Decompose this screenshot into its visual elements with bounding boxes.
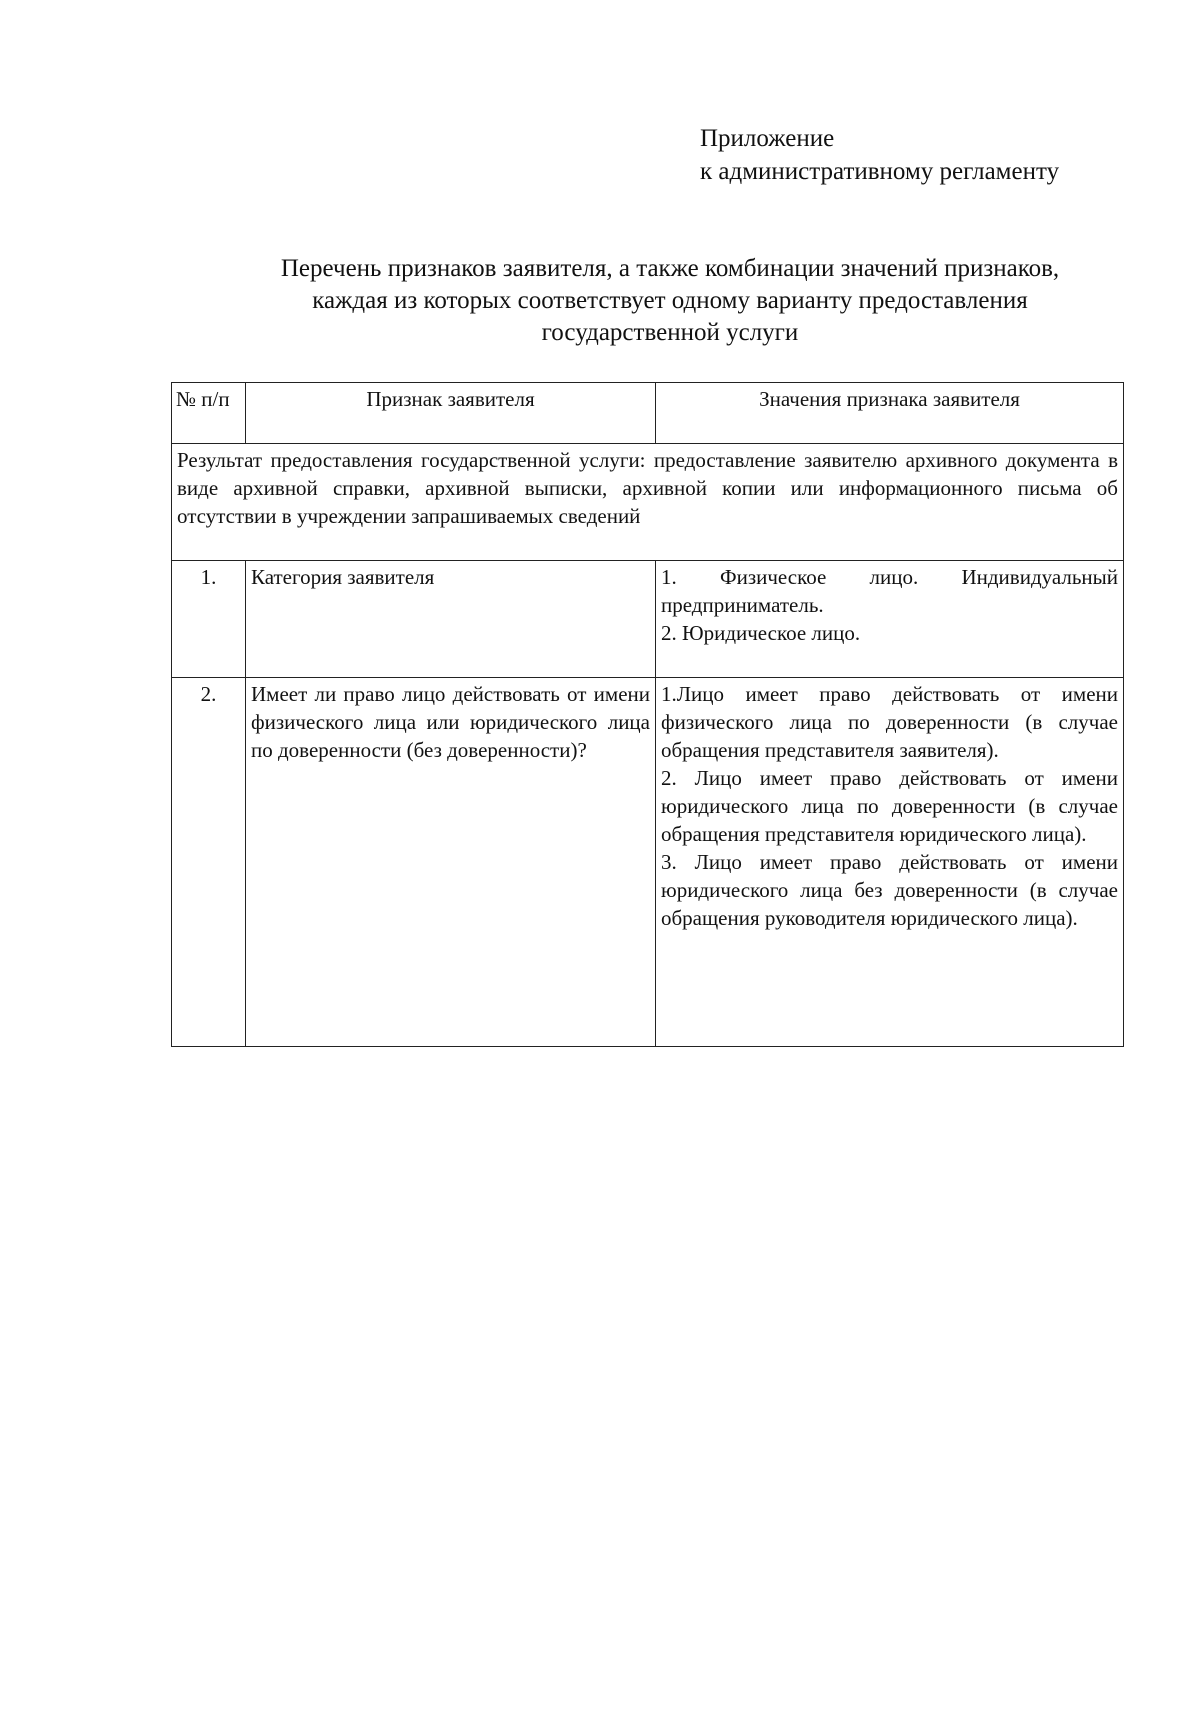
value-item: 1. Физическое лицо. Индивидуальный предприниматель. xyxy=(661,565,1118,617)
row-number: 2. xyxy=(172,678,246,1047)
title-line-3: государственной услуги xyxy=(541,319,799,346)
header-values: Значения признака заявителя xyxy=(656,383,1124,444)
row-sign: Категория заявителя xyxy=(246,561,656,678)
row-sign: Имеет ли право лицо действовать от имени физического лица или юридического лица по доверенности (без доверенности)? xyxy=(246,678,656,1047)
title-line-1: Перечень признаков заявителя, а также комбинации значений признаков, xyxy=(280,255,1060,282)
row-number: 1. xyxy=(172,561,246,678)
row-values xyxy=(656,678,1124,1047)
applicant-signs-table xyxy=(171,382,1124,1047)
value-item: 2. Лицо имеет право действовать от имени юридического лица по доверенности (в случае обращения представителя юридического лица). xyxy=(661,766,1118,846)
value-item: 1.Лицо имеет право действовать от имени физического лица по доверенности (в случае обращения представителя заявителя). xyxy=(661,682,1118,762)
row-values xyxy=(656,561,1124,678)
table-header-row xyxy=(172,383,1124,444)
document-title xyxy=(200,253,1140,349)
title-line-2: каждая из которых соответствует одному варианту предоставления xyxy=(312,287,1028,314)
table-result-row xyxy=(172,444,1124,561)
appendix-line-1: Приложение xyxy=(700,125,835,152)
table-row xyxy=(172,678,1124,1047)
value-item: 3. Лицо имеет право действовать от имени юридического лица без доверенности (в случае обращения руководителя юридического лица). xyxy=(661,850,1118,930)
header-sign: Признак заявителя xyxy=(246,383,656,444)
service-result-text: Результат предоставления государственной услуги: предоставление заявителю архивного документа в виде архивной справки, архивной выписки, архивной копии или информационного письма об отсутствии в учреждении запрашиваемых сведений xyxy=(172,444,1124,561)
value-item: 2. Юридическое лицо. xyxy=(661,621,861,645)
appendix-heading xyxy=(700,122,1059,188)
appendix-line-2: к административному регламенту xyxy=(700,158,1060,185)
table-row xyxy=(172,561,1124,678)
header-number: № п/п xyxy=(172,383,246,444)
